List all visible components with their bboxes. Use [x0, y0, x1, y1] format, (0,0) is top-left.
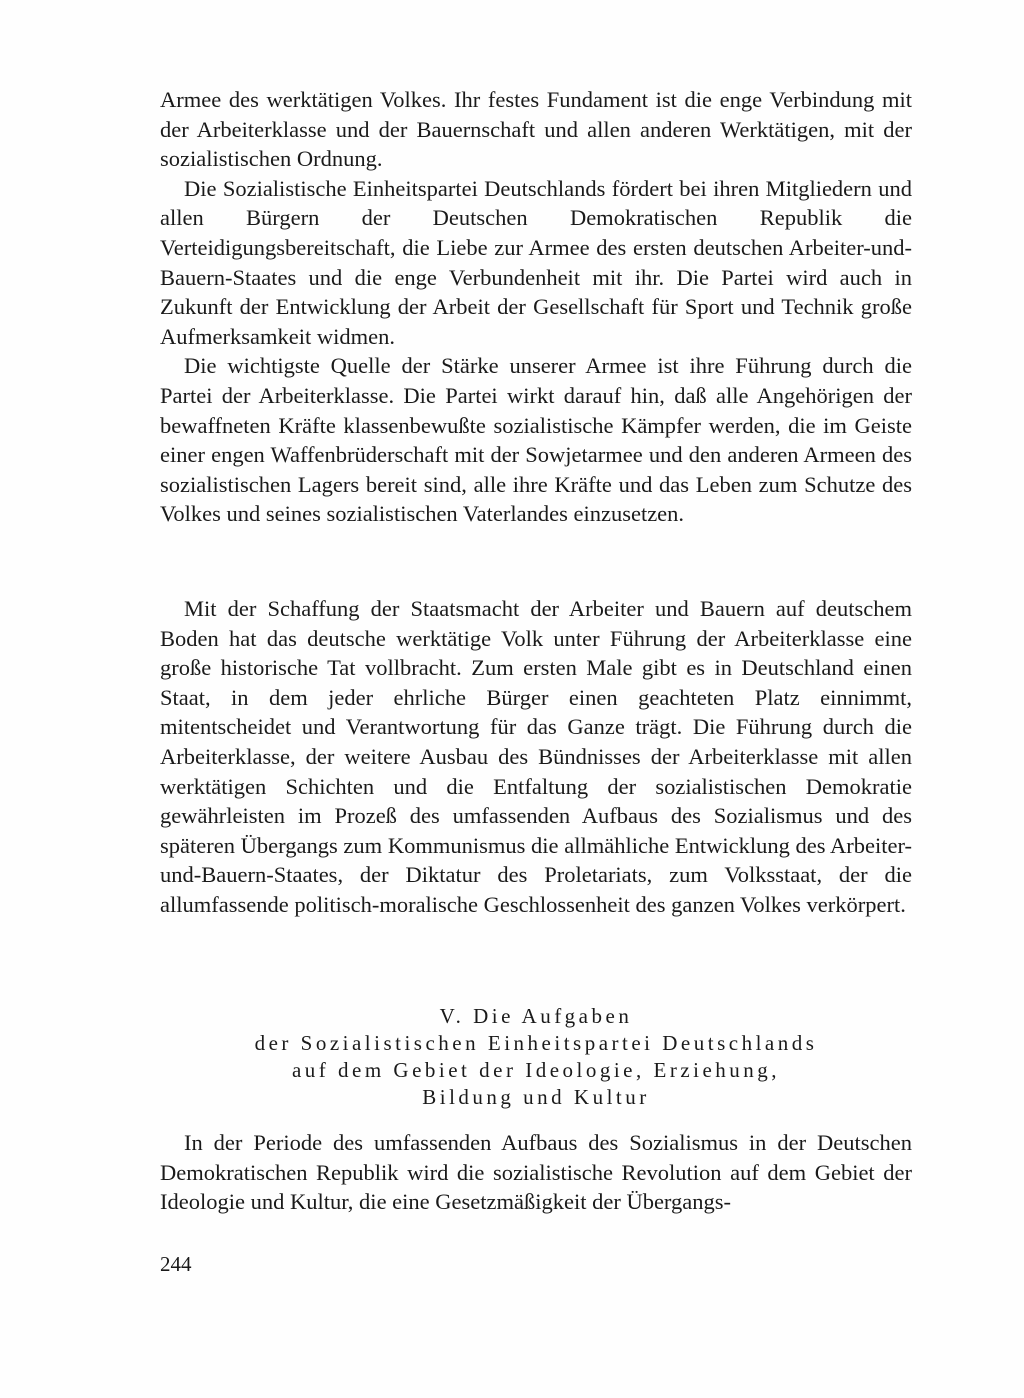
text-section-middle	[160, 594, 912, 920]
paragraph: Die wichtigste Quelle der Stärke unserer Armee ist ihre Führung durch die Partei der Arbeiterklasse. Die Partei wirkt darauf hin, daß alle Angehörigen der bewaffneten Kräfte klassenbewußte sozialistische Kämpfer werden, die im Geiste einer engen Waffenbrüderschaft mit der Sowjetarmee und den anderen Armeen des sozialistischen Lagers bereit sind, alle ihre Kräfte und das Leben zum Schutze des Volkes und seines sozialistischen Vaterlandes einzusetzen.	[160, 353, 912, 527]
paragraph: Mit der Schaffung der Staatsmacht der Arbeiter und Bauern auf deutschem Boden hat das deutsche werktätige Volk unter Führung der Arbeiterklasse eine große historische Tat vollbracht. Zum ersten Male gibt es in Deutschland einen Staat, in dem jeder ehrliche Bürger einen geachteten Platz einnimmt, mitentscheidet und Verantwortung für das Ganze trägt. Die Führung durch die Arbeiterklasse, der weitere Ausbau des Bündnisses der Arbeiterklasse mit allen werktätigen Schichten und die Entfaltung der sozialistischen Demokratie gewährleisten im Prozeß des umfassenden Aufbaus des Sozialismus und des späteren Übergangs zum Kommunismus die allmähliche Entwicklung des Arbeiter-und-Bauern-Staates, der Diktatur des Proletariats, zum Volksstaat, der die allumfassende politisch-moralische Geschlossenheit des ganzen Volkes verkörpert.	[160, 596, 912, 917]
paragraph: In der Periode des umfassenden Aufbaus des Sozialismus in der Deutschen Demokratischen Republik wird die sozialistische Revolution auf dem Gebiet der Ideologie und Kultur, die eine Gesetzmäßigkeit der Übergangs-	[160, 1130, 912, 1215]
paragraph-continuation: Armee des werktätigen Volkes. Ihr festes Fundament ist die enge Verbindung mit der Arbeiterklasse und der Bauernschaft und allen anderen Werktätigen, mit der sozialistischen Ordnung.	[160, 87, 912, 172]
text-section-bottom	[160, 1128, 912, 1217]
section-heading-line: auf dem Gebiet der Ideologie, Erziehung,	[291, 1058, 781, 1082]
section-heading	[160, 1003, 912, 1111]
section-heading-line: der Sozialistischen Einheitspartei Deutschlands	[254, 1031, 818, 1055]
paragraph: Die Sozialistische Einheitspartei Deutschlands fördert bei ihren Mitgliedern und allen Bürgern der Deutschen Demokratischen Republik die Verteidigungsbereitschaft, die Liebe zur Armee des ersten deutschen Arbeiter-und-Bauern-Staates und die enge Verbundenheit mit ihr. Die Partei wird auch in Zukunft der Entwicklung der Arbeit der Gesellschaft für Sport und Technik große Aufmerksamkeit widmen.	[160, 175, 912, 349]
section-heading-line: V. Die Aufgaben	[439, 1004, 633, 1028]
text-section-top	[160, 85, 912, 529]
section-heading-line: Bildung und Kultur	[422, 1085, 650, 1109]
page-number: 244	[160, 1252, 192, 1276]
